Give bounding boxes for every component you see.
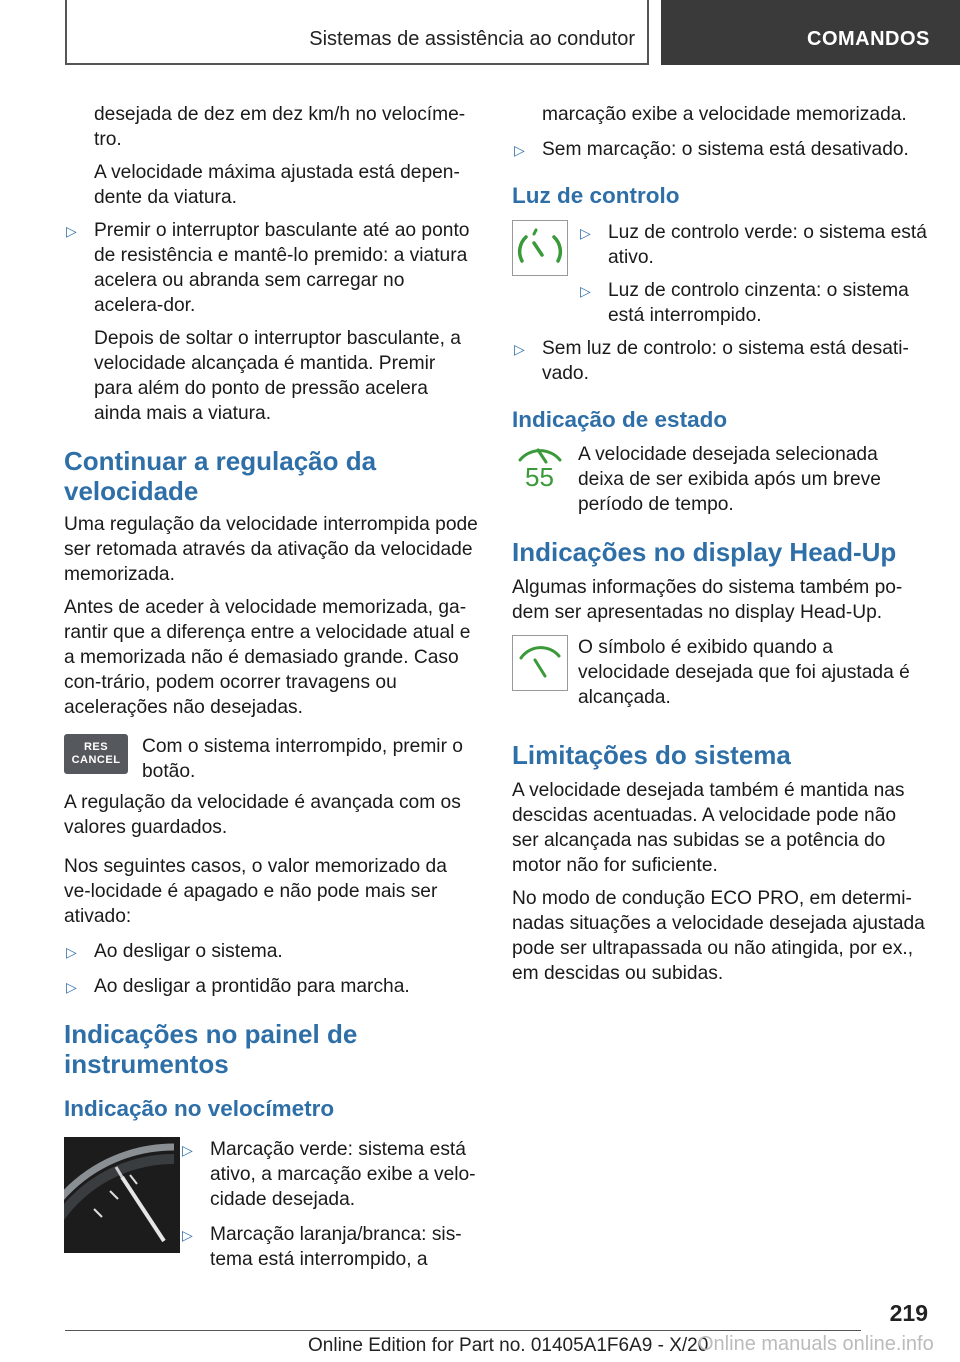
paragraph: Com o sistema interrompido, premir o botão.	[142, 736, 463, 782]
list-item: ▷ Ao desligar o sistema.	[64, 939, 478, 964]
heading-luz: Luz de controlo	[512, 183, 680, 208]
heading-continuar: Continuar a regulação da velocidade	[64, 446, 377, 506]
paragraph: Depois de soltar o interruptor basculante, a velocidade alcançada é mantida. Premir para além do ponto de pressão acelera ainda mais a viatura.	[94, 328, 461, 424]
triangle-bullet-icon: ▷	[66, 979, 77, 995]
heading-velocimetro: Indicação no velocímetro	[64, 1096, 335, 1121]
paragraph: A velocidade máxima ajustada está depen-dente da viatura.	[94, 162, 460, 208]
triangle-bullet-icon: ▷	[66, 223, 77, 239]
triangle-bullet-icon: ▷	[514, 341, 525, 357]
edition-text: Online Edition for Part no. 01405A1F6A9 - X/20	[308, 1335, 709, 1356]
list-item: ▷ Marcação laranja/branca: sis-tema está interrompido, a	[182, 1224, 462, 1270]
heading-headup: Indicações no display Head-Up	[512, 537, 897, 567]
paragraph: A velocidade desejada também é mantida nas descidas acentuadas. A velocidade pode não ser alcançada nas subidas se a potência do motor não for suficiente.	[512, 780, 905, 876]
triangle-bullet-icon: ▷	[514, 142, 525, 158]
list-item: ▷ Luz de controlo verde: o sistema está ativo.	[580, 222, 927, 268]
speedometer-row	[64, 1137, 478, 1272]
triangle-bullet-icon: ▷	[182, 1142, 193, 1158]
triangle-bullet-icon: ▷	[580, 225, 591, 241]
heading-estado: Indicação de estado	[512, 407, 728, 432]
control-light-row	[512, 220, 928, 328]
list-item: ▷ Sem marcação: o sistema está desativado.	[512, 137, 928, 162]
list-item: ▷ Sem luz de controlo: o sistema está desati-vado.	[514, 338, 909, 384]
paragraph: No modo de condução ECO PRO, em determi-nadas situações a velocidade desejada ajustada pode ser ultrapassada ou não atingida, por ex., em descidas ou subidas.	[512, 888, 925, 984]
page-number: 219	[889, 1300, 928, 1326]
triangle-bullet-icon: ▷	[580, 283, 591, 299]
paragraph: Nos seguintes casos, o valor memorizado da ve-locidade é apagado e não pode mais ser ativado:	[64, 856, 447, 927]
res-cancel-button-icon: RES CANCEL	[64, 734, 128, 774]
paragraph: desejada de dez em dez km/h no velocíme-tro.	[94, 104, 466, 150]
list-item: ▷ Ao desligar a prontidão para marcha.	[64, 974, 478, 999]
headup-speed-reached-icon	[512, 635, 568, 691]
status-speed-icon	[512, 442, 568, 498]
footer-divider	[65, 1330, 861, 1331]
section-tab	[661, 0, 960, 65]
header-box	[65, 0, 649, 65]
headup-symbol-row	[512, 635, 928, 710]
status-speed-value: 55	[525, 462, 554, 492]
list-item: ▷ Marcação verde: sistema está ativo, a marcação exibe a velo-cidade desejada.	[182, 1139, 476, 1210]
paragraph: A regulação da velocidade é avançada com os valores guardados.	[64, 792, 461, 838]
heading-limitacoes: Limitações do sistema	[512, 740, 791, 770]
paragraph: A velocidade desejada selecionada deixa de ser exibida após um breve período de tempo.	[578, 444, 881, 515]
section-label: COMANDOS	[807, 28, 930, 50]
heading-painel: Indicações no painel de instrumentos	[64, 1019, 358, 1079]
list-item: ▷ Luz de controlo cinzenta: o sistema está interrompido.	[580, 280, 909, 326]
left-column	[64, 102, 478, 1272]
cruise-control-light-icon	[512, 220, 568, 276]
chapter-title: Sistemas de assistência ao condutor	[309, 28, 635, 50]
list-item: ▷ Premir o interruptor basculante até ao ponto de resistência e mantê-lo premido: a viatura acelera ou abranda sem carregar no acelera-dor.	[66, 220, 470, 316]
triangle-bullet-icon: ▷	[182, 1227, 193, 1243]
paragraph: Uma regulação da velocidade interrompida pode ser retomada através da ativação da velocidade memorizada.	[64, 514, 478, 585]
triangle-bullet-icon: ▷	[66, 944, 77, 960]
speedometer-photo	[64, 1137, 180, 1253]
brand-watermark: Online manuals online.info	[698, 1333, 934, 1355]
paragraph: Algumas informações do sistema também po-dem ser apresentadas no display Head-Up.	[512, 577, 903, 623]
res-cancel-row	[64, 734, 478, 784]
paragraph: marcação exibe a velocidade memorizada.	[542, 104, 907, 125]
paragraph: O símbolo é exibido quando a velocidade desejada que foi ajustada é alcançada.	[578, 637, 910, 708]
right-column	[512, 102, 928, 986]
status-row	[512, 442, 928, 517]
paragraph: Antes de aceder à velocidade memorizada, ga-rantir que a diferença entre a velocidade atual e a memorizada não é demasiado grande. Caso con-trário, podem ocorrer travagens ou acelerações não desejadas.	[64, 597, 471, 718]
